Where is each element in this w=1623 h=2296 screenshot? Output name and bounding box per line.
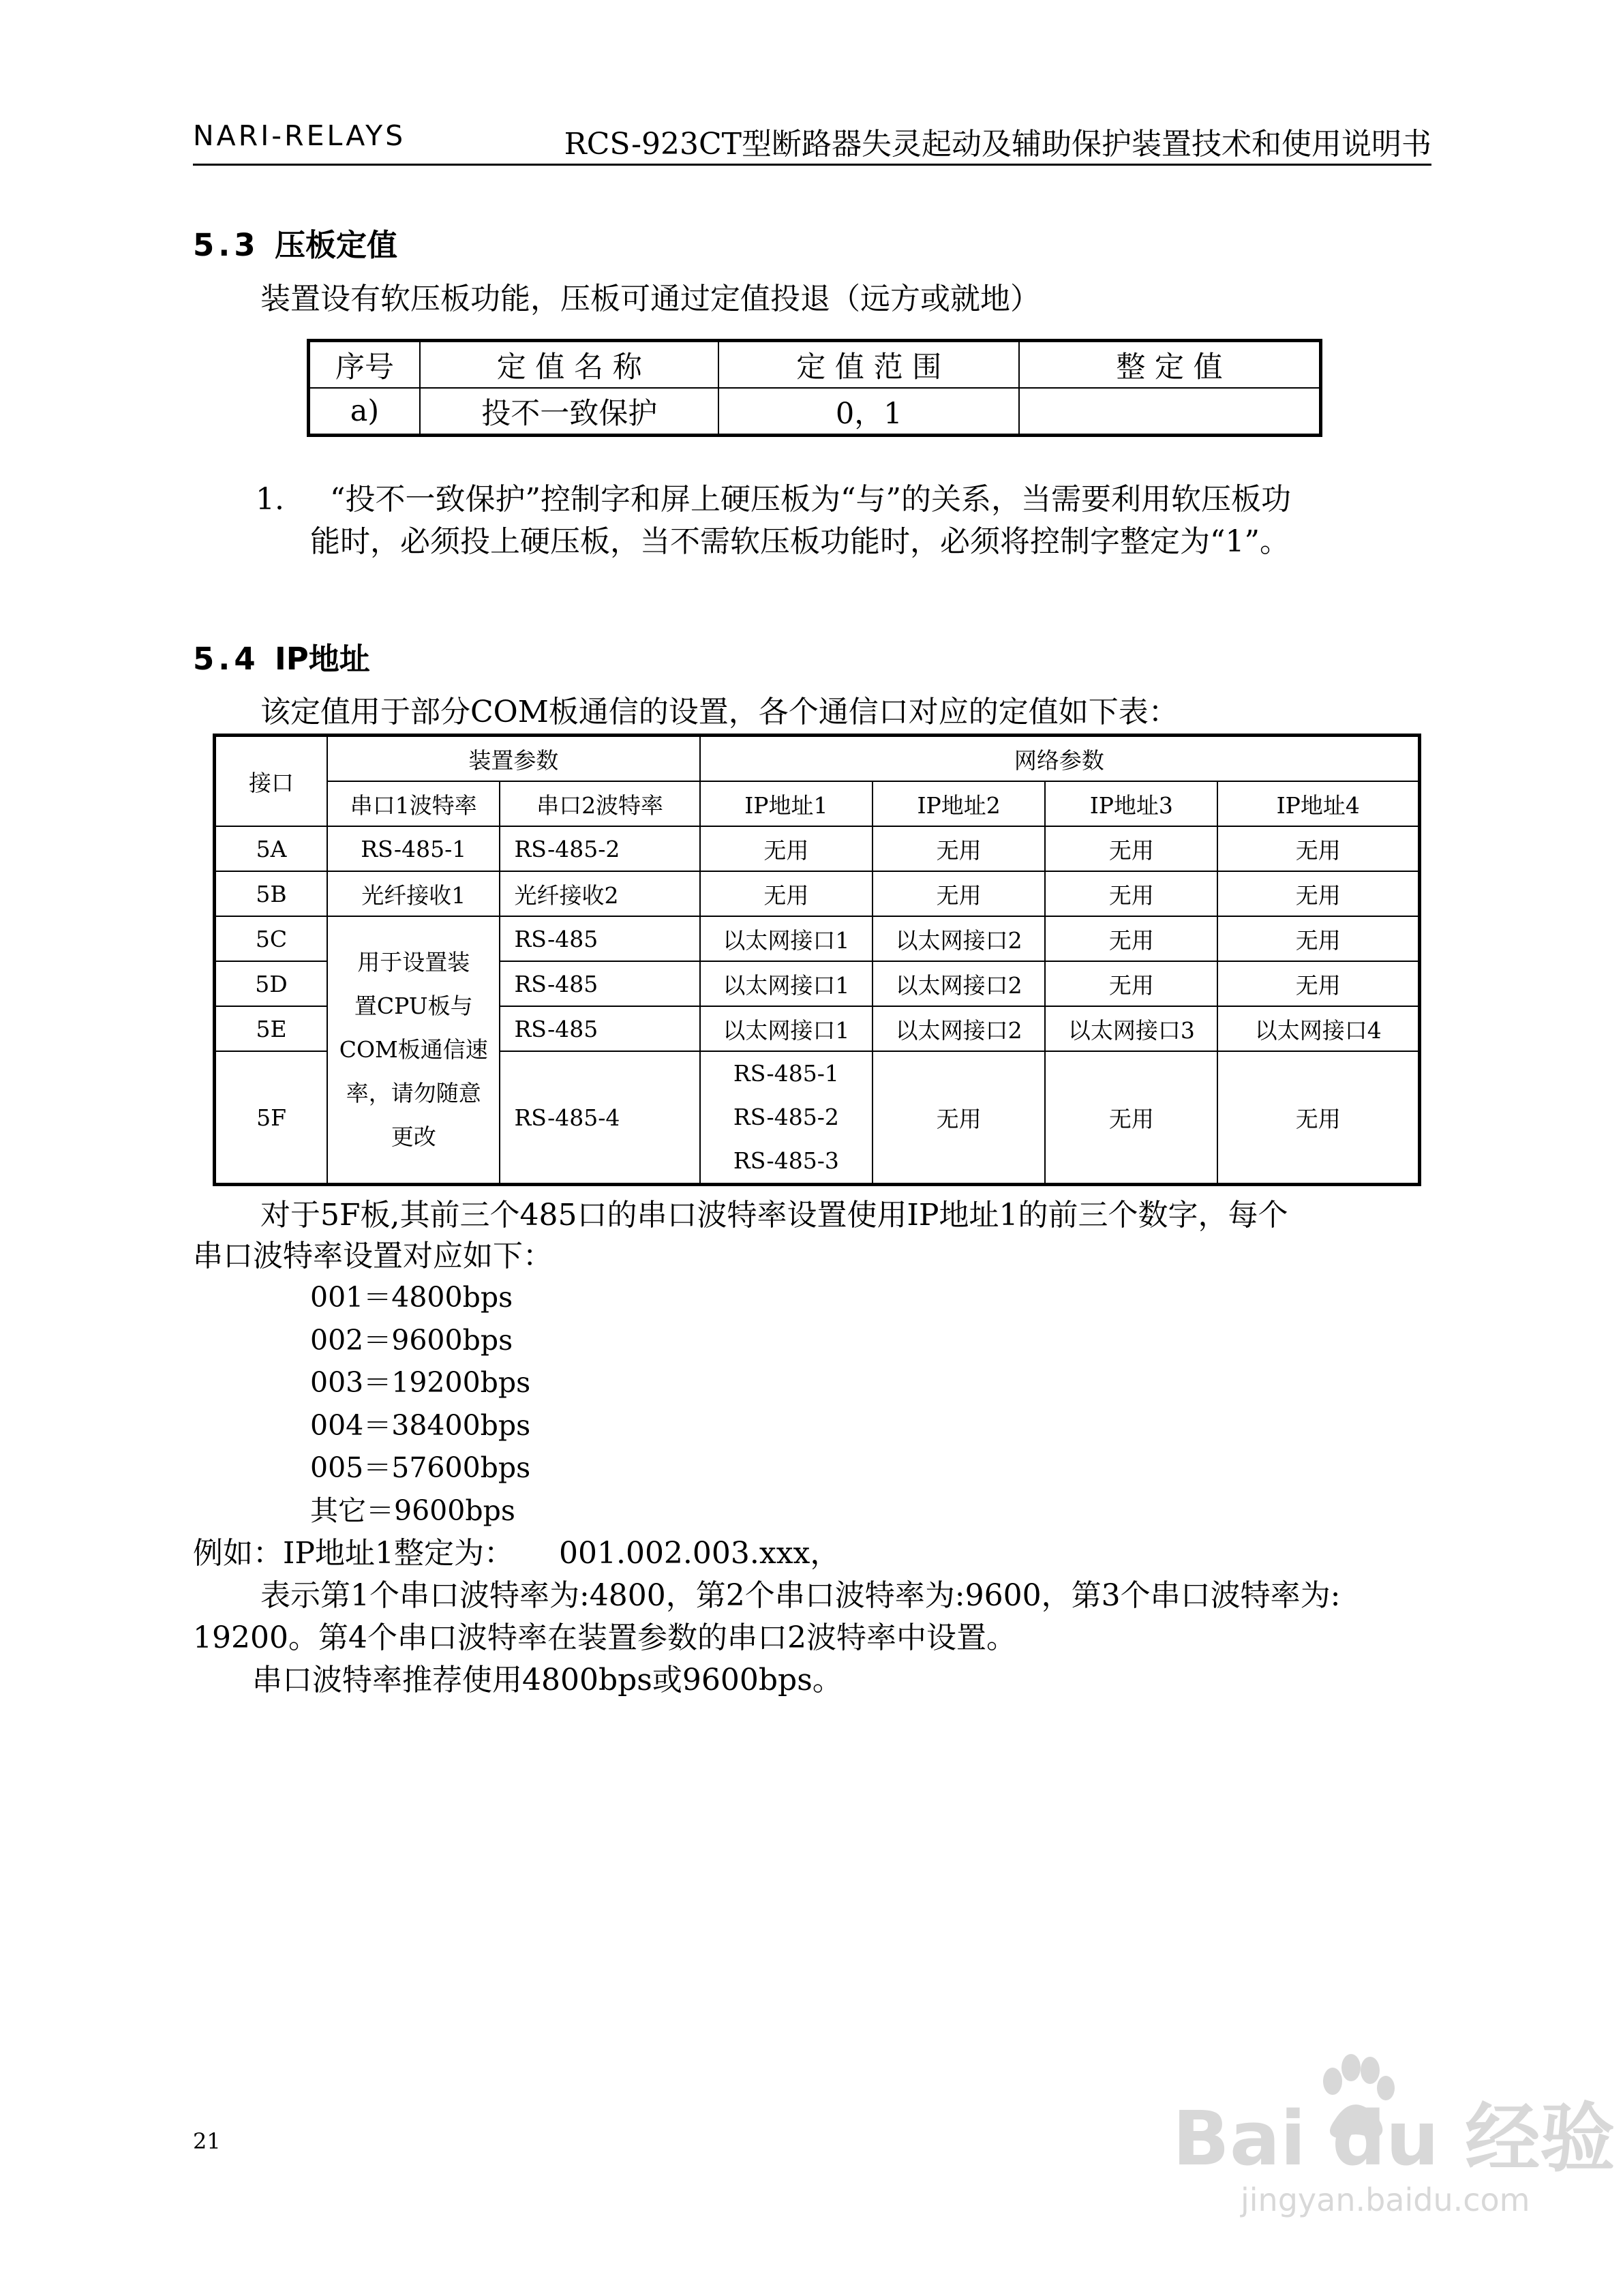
table-cell: 无用 — [873, 871, 1045, 916]
pressure-plate-settings-table — [307, 339, 1322, 437]
ip-address-table — [213, 734, 1421, 1186]
list-item: 004＝38400bps — [310, 1408, 531, 1442]
note-number: 1. — [256, 482, 284, 517]
subheader-cell: IP地址1 — [700, 781, 873, 826]
table-cell: 无用 — [1045, 961, 1217, 1006]
table-header-row — [215, 736, 1420, 782]
section-number: 5.4 — [193, 641, 260, 677]
section-title: 压板定值 — [275, 227, 398, 263]
paragraph-example-line-1: 表示第1个串口波特率为:4800，第2个串口波特率为:9600，第3个串口波特率为: — [260, 1578, 1341, 1613]
recommendation-paragraph: 串口波特率推荐使用4800bps或9600bps。 — [252, 1663, 843, 1697]
header-doc-title: RCS-923CT型断路器失灵起动及辅助保护装置技术和使用说明书 — [564, 127, 1431, 162]
header-cell: 定 值 范 围 — [718, 341, 1019, 389]
subheader-cell: 串口2波特率 — [500, 781, 699, 826]
merged-note-cell — [327, 916, 500, 1185]
port-cell: 5F — [215, 1051, 328, 1185]
table-cell: 无用 — [700, 826, 873, 871]
table-cell: 无用 — [1217, 916, 1419, 961]
list-item: 其它＝9600bps — [310, 1494, 515, 1527]
interface-header: 接口 — [215, 736, 328, 827]
section-number: 5.3 — [193, 227, 260, 263]
table-cell: 无用 — [1045, 1051, 1217, 1185]
list-item: 001＝4800bps — [310, 1281, 513, 1314]
table-cell: 无用 — [1045, 916, 1217, 961]
table-cell: 无用 — [1045, 871, 1217, 916]
network-params-header: 网络参数 — [700, 736, 1420, 782]
table-cell: 投不一致保护 — [420, 388, 718, 436]
table-cell: RS-485-1 — [327, 826, 500, 871]
table-cell: 以太网接口2 — [873, 961, 1045, 1006]
table-cell: 以太网接口3 — [1045, 1006, 1217, 1051]
table-cell: 无用 — [700, 871, 873, 916]
paragraph-5f-line-1: 对于5F板,其前三个485口的串口波特率设置使用IP地址1的前三个数字，每个 — [260, 1198, 1288, 1233]
port-cell: 5D — [215, 961, 328, 1006]
table-cell: 光纤接收2 — [500, 871, 699, 916]
table-subheader-row — [215, 781, 1420, 826]
ip1-line: RS-485-3 — [733, 1147, 839, 1174]
port-cell: 5A — [215, 826, 328, 871]
list-item: 005＝57600bps — [310, 1451, 531, 1484]
table-cell: 无用 — [873, 1051, 1045, 1185]
watermark-url: jingyan.baidu.com — [1241, 2181, 1530, 2218]
port-cell: 5B — [215, 871, 328, 916]
section-5-3-intro: 装置设有软压板功能，压板可通过定值投退（远方或就地） — [260, 282, 1040, 316]
table-cell — [1019, 388, 1320, 436]
example-line: 例如：IP地址1整定为： 001.002.003.xxx， — [193, 1536, 840, 1571]
table-row — [215, 826, 1420, 871]
table-row — [215, 916, 1420, 961]
merged-note-line: 更改 — [391, 1123, 436, 1150]
table-cell: 无用 — [1217, 961, 1419, 1006]
baidu-jingyan-watermark — [1152, 2049, 1616, 2226]
header-cell: 整 定 值 — [1019, 341, 1320, 389]
table-cell: 以太网接口2 — [873, 916, 1045, 961]
subheader-cell: IP地址2 — [873, 781, 1045, 826]
section-5-4-heading — [193, 634, 370, 678]
ip1-line: RS-485-2 — [733, 1104, 839, 1130]
header-cell: 定 值 名 称 — [420, 341, 718, 389]
device-params-header: 装置参数 — [327, 736, 700, 782]
table-cell: a) — [309, 388, 421, 436]
header-rule — [193, 164, 1431, 166]
list-item: 003＝19200bps — [310, 1366, 531, 1399]
table-cell: 以太网接口4 — [1217, 1006, 1419, 1051]
note-line-1: “投不一致保护”控制字和屏上硬压板为“与”的关系，当需要利用软压板功 — [330, 482, 1291, 517]
baud-rate-list — [310, 1276, 530, 1532]
table-cell: 无用 — [1217, 826, 1419, 871]
header-brand: NARI-RELAYS — [193, 119, 406, 152]
port-cell: 5E — [215, 1006, 328, 1051]
section-5-3-heading — [193, 220, 397, 265]
table-cell: 无用 — [1217, 871, 1419, 916]
merged-note-line: 率，请勿随意 — [346, 1080, 481, 1106]
ip1-line: RS-485-1 — [733, 1060, 839, 1087]
table-cell: 以太网接口1 — [700, 961, 873, 1006]
table-cell: RS-485 — [500, 1006, 699, 1051]
table-header-row — [309, 341, 1321, 389]
merged-note-line: COM板通信速 — [339, 1036, 488, 1063]
table-cell: 无用 — [873, 826, 1045, 871]
page-number: 21 — [193, 2128, 221, 2154]
paragraph-example-line-2: 19200。第4个串口波特率在装置参数的串口2波特率中设置。 — [193, 1620, 1016, 1655]
table-cell: RS-485 — [500, 961, 699, 1006]
ip1-multiline-cell — [700, 1051, 873, 1185]
port-cell: 5C — [215, 916, 328, 961]
table-cell: 无用 — [1217, 1051, 1419, 1185]
header-cell: 序号 — [309, 341, 421, 389]
table-cell: 以太网接口1 — [700, 1006, 873, 1051]
merged-note-line: 用于设置装 — [357, 949, 470, 976]
subheader-cell: 串口1波特率 — [327, 781, 500, 826]
table-cell: 0，1 — [718, 388, 1019, 436]
merged-note-line: 置CPU板与 — [354, 993, 473, 1019]
table-cell: RS-485 — [500, 916, 699, 961]
table-cell: RS-485-4 — [500, 1051, 699, 1185]
subheader-cell: IP地址4 — [1217, 781, 1419, 826]
table-row — [309, 388, 1321, 436]
note-line-2: 能时，必须投上硬压板，当不需软压板功能时，必须将控制字整定为“1”。 — [310, 524, 1290, 559]
list-item: 002＝9600bps — [310, 1323, 513, 1357]
paragraph-5f-line-2: 串口波特率设置对应如下： — [193, 1239, 553, 1273]
section-5-4-intro: 该定值用于部分COM板通信的设置，各个通信口对应的定值如下表： — [260, 695, 1179, 729]
subheader-cell: IP地址3 — [1045, 781, 1217, 826]
section-title: IP地址 — [275, 641, 370, 677]
table-cell: 以太网接口1 — [700, 916, 873, 961]
watermark-brand: Bai du 经验 — [1172, 2095, 1616, 2182]
table-cell: 光纤接收1 — [327, 871, 500, 916]
table-cell: RS-485-2 — [500, 826, 699, 871]
table-cell: 无用 — [1045, 826, 1217, 871]
table-cell: 以太网接口2 — [873, 1006, 1045, 1051]
table-row — [215, 871, 1420, 916]
